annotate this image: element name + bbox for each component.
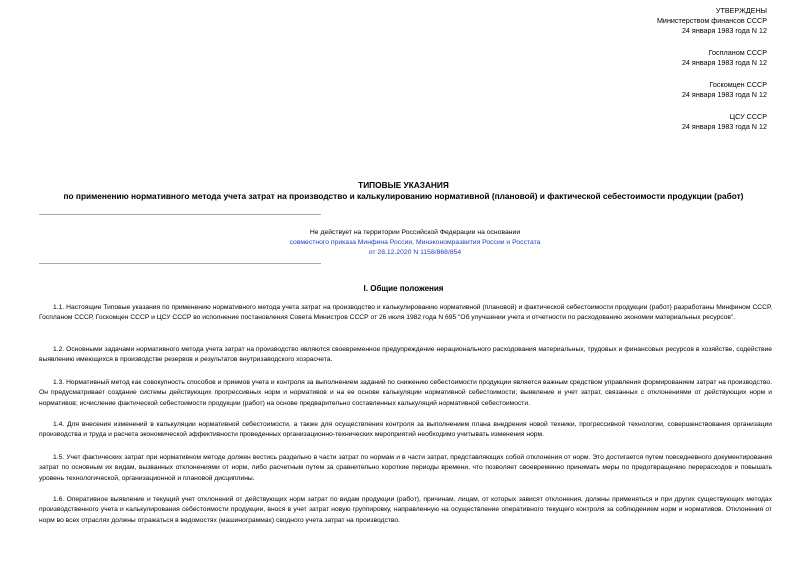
approval-date: 24 января 1983 года N 12 [681, 58, 767, 67]
approval-goskomcen [657, 80, 767, 100]
document-title [0, 180, 807, 202]
paragraph-1-1: 1.1. Настоящие Типовые указания по применению нормативного метода учета затрат на производство и калькулированию нормативной (плановой) и фактической себестоимости продукции (работ) разработаны Минфином СССР, Госпланом СССР, Госкомцен СССР и ЦСУ СССР во исполнение постановления Совета Министров СССР от 26 июля 1982 года N 695 "Об улучшении учета и отчетности по расходованию экономии материальных ресурсов". [39, 304, 772, 322]
paragraph-1-4: 1.4. Для внесения изменений в калькуляции нормативной себестоимости, а также для осуществления контроля за выполнением плана внедрения новой техники, прогрессивной технологии, совершенствования организации производства и труда и расчета экономической эффективности проведенных организационно-технических мероприятий необходимо учитывать изменения норм. [39, 421, 772, 439]
approval-authority: Министерством финансов СССР [656, 16, 767, 25]
paragraph-1-5: 1.5. Учет фактических затрат при нормативном методе должен вестись раздельно в части затрат по нормам и в части затрат, представляющих собой отклонения от норм. Это достигается путем повседневного документирования затрат по основным их видам, вызванных отклонениями от норм, либо расчетным путем за сравнительно короткие периоды времени, что позволяет своевременно принимать меры по предотвращению перерасходов и повышать уровень технологической, организационной и плановой дисциплины. [39, 454, 772, 482]
validity-notice [200, 228, 630, 258]
approval-authority: Госкомцен СССР [709, 80, 767, 89]
notice-order-date-link[interactable]: от 28.12.2020 N 1158/868/854 [368, 249, 462, 256]
notice-order-link[interactable]: совместного приказа Минфина России, Минэкономразвития России и Росстата [289, 239, 541, 246]
section-title: I. Общие положения [363, 284, 444, 293]
approval-minfin [657, 6, 767, 36]
notice-bottom-rule [39, 263, 321, 264]
paragraph-1-3: 1.3. Нормативный метод как совокупность способов и приемов учета и контроля за выполнением заданий по снижению себестоимости продукции является важным средством управления формированием затрат на производство. Он предусматривает создание системы действующих прогрессивных норм и нормативов и на ее основе калькуляции нормативной себестоимости; выявление и учет затрат, связанных с отклонениями от действующих норм и нормативов; исчисление фактической себестоимости продукции (работ) на основе предварительно составленных калькуляций нормативной себестоимости. [39, 379, 772, 407]
approval-date: 24 января 1983 года N 12 [681, 26, 767, 35]
approval-authority: ЦСУ СССР [729, 112, 767, 121]
document-title-line1: ТИПОВЫЕ УКАЗАНИЯ [358, 180, 449, 190]
approval-authority: Госпланом СССР [708, 48, 767, 57]
approval-block [657, 6, 767, 132]
paragraph-1-6: 1.6. Оперативное выявление и текущий учет отклонений от действующих норм затрат по видам продукции (работ), причинам, лицам, от которых зависят отклонения, должны применяться и при других существующих методах производственного учета и калькулирования себестоимости продукции, внося в учет затрат новую группировку, направленную на осуществление оперативного текущего контроля за соблюдением норм и нормативов. Отклонения от норм во всех отраслях должны отражаться в ведомостях (машинограммах) сводного учета затрат на производство. [39, 496, 772, 524]
approval-gosplan [657, 48, 767, 68]
approval-date: 24 января 1983 года N 12 [681, 90, 767, 99]
approval-csu [657, 112, 767, 132]
approval-date: 24 января 1983 года N 12 [681, 122, 767, 131]
notice-text: Не действует на территории Российской Федерации на основании [309, 229, 521, 236]
notice-top-rule [39, 214, 321, 215]
paragraph-1-2: 1.2. Основными задачами нормативного метода учета затрат на производство являются своевременное предупреждение нерационального расходования материальных, трудовых и финансовых ресурсов в хозяйстве, содействие выявлению имеющихся в производстве резервов и результатов внутризаводского хозрасчета. [39, 346, 772, 364]
approval-heading: УТВЕРЖДЕНЫ [715, 6, 767, 15]
document-title-line2: по применению нормативного метода учета затрат на производство и калькулированию нормативной (плановой) и фактической себестоимости продукции (работ) [63, 191, 744, 201]
